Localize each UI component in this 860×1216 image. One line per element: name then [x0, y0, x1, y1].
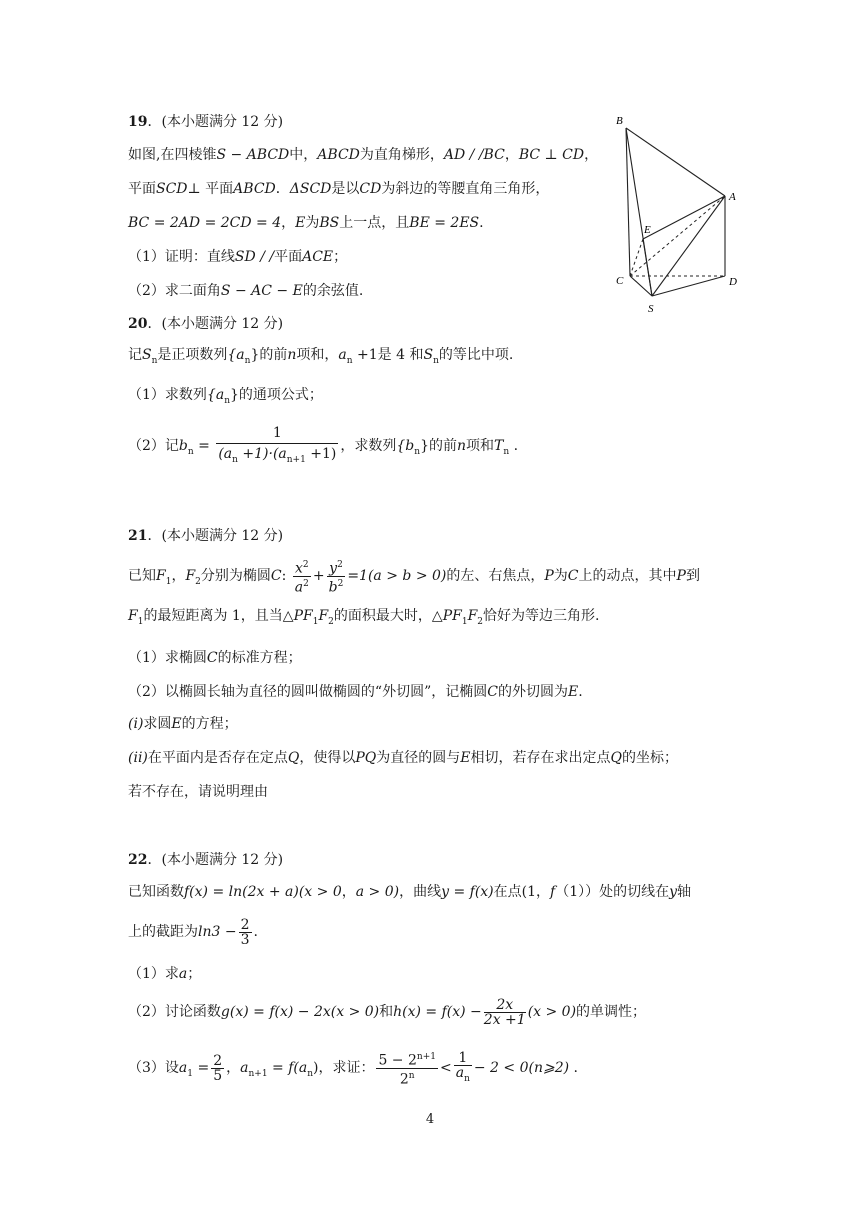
text: 在点(1， — [493, 884, 551, 900]
text: 为斜边的等腰直角三角形， — [381, 181, 550, 197]
text: 的等比中项. — [438, 347, 514, 363]
math: : — [281, 568, 287, 584]
subscript: n — [224, 395, 230, 406]
math: = — [193, 438, 210, 454]
text: . — [578, 684, 583, 700]
math: f(x) = ln(2x + a)(x > 0 — [184, 884, 342, 900]
fraction-1-an — [454, 1051, 472, 1086]
numerator: 2 — [240, 916, 250, 933]
q21-score: ．(本小题满分 12 分) — [147, 528, 284, 544]
hidden-edge-CA — [630, 196, 725, 276]
math: − 2 < 0(n⩾2) — [473, 1060, 570, 1076]
subscript: 1 — [137, 616, 144, 627]
label-A: A — [729, 191, 736, 203]
math: ) — [312, 1060, 319, 1076]
q19-part1 — [128, 247, 347, 267]
math: BC = 2AD = 2CD = 4 — [128, 215, 282, 231]
math: b — [178, 438, 188, 454]
edge-CS — [630, 276, 652, 296]
math: PF — [293, 608, 313, 624]
math: a — [178, 966, 188, 982]
math: E — [567, 684, 579, 700]
math: a — [294, 579, 304, 596]
q21-stem-line1 — [128, 556, 700, 602]
q21-part2-i — [128, 714, 238, 734]
math: 1 — [272, 424, 282, 441]
numerator — [216, 423, 338, 444]
fraction-b-n — [216, 423, 338, 470]
text: 的余弦值. — [302, 283, 364, 299]
text: （1））处的切线在 — [555, 884, 670, 900]
numerator: 2x — [484, 998, 526, 1013]
math: ACE — [302, 249, 334, 265]
subscript: 2 — [477, 616, 484, 627]
numerator: 1 — [454, 1051, 472, 1066]
math: P — [544, 568, 554, 584]
text: 的坐标； — [622, 750, 678, 766]
q19-part2 — [128, 281, 363, 301]
superscript: 2 — [337, 559, 343, 570]
math: ABCD — [233, 181, 276, 197]
math: F — [156, 568, 166, 584]
math: } — [420, 438, 429, 454]
subscript: 2 — [328, 616, 334, 627]
q22-number: 22 — [128, 852, 148, 868]
text: 恰好为等边三角形. — [483, 608, 600, 624]
math: C — [206, 650, 218, 666]
q21-heading — [128, 526, 283, 546]
q20-number: 20 — [128, 316, 148, 332]
superscript: n+1 — [416, 1051, 436, 1062]
text: ，曲线 — [399, 884, 442, 900]
math: n — [456, 438, 467, 454]
text: （1）求数列 — [128, 387, 207, 403]
subscript: n — [503, 446, 510, 457]
subscript: n — [433, 355, 439, 366]
math: y — [669, 884, 678, 900]
text: 为 — [553, 568, 568, 584]
q22-part1 — [128, 964, 201, 984]
text: 的外切圆为 — [497, 684, 568, 700]
q20-stem — [128, 345, 513, 371]
text: 已知 — [128, 568, 156, 584]
text: 上的动点，其中 — [578, 568, 677, 584]
math: +1) — [305, 445, 337, 462]
math: (a — [218, 445, 233, 462]
text: 的前 — [259, 347, 288, 363]
q21-part2 — [128, 682, 583, 702]
subscript: n — [187, 446, 194, 457]
superscript: 2 — [337, 578, 344, 589]
text: . — [479, 215, 484, 231]
math: C — [487, 684, 498, 700]
pyramid-figure — [606, 108, 756, 318]
q20-part1 — [128, 385, 323, 411]
fraction-2x — [484, 998, 526, 1027]
numerator — [327, 558, 346, 577]
q19-heading — [128, 112, 283, 132]
math: S — [142, 347, 152, 363]
math: y — [329, 560, 338, 577]
math: (ii) — [128, 750, 148, 766]
text: 的单调性； — [576, 1004, 647, 1020]
numerator — [376, 1050, 438, 1069]
denominator: 5 — [213, 1067, 223, 1084]
text: 项和， — [296, 347, 339, 363]
math: ln3 − — [198, 924, 237, 940]
math: T — [494, 438, 504, 454]
math: F — [128, 608, 138, 624]
q21-part1 — [128, 648, 302, 668]
fraction-x2-a2 — [293, 558, 311, 594]
text: 和 — [379, 1004, 394, 1020]
q22-stem-line2 — [128, 912, 258, 952]
math: PQ — [355, 750, 377, 766]
subscript: 1 — [312, 616, 319, 627]
text: 求圆 — [143, 716, 172, 732]
math: Q — [610, 750, 622, 766]
q21-stem-line2 — [128, 606, 599, 632]
math: S − AC − E — [220, 283, 303, 299]
math: AD / /BC — [443, 147, 505, 163]
text: 是 4 和 — [377, 347, 424, 363]
edge-SD — [652, 276, 725, 296]
denominator — [327, 577, 346, 595]
subscript: n — [244, 355, 251, 366]
text: ， — [281, 215, 296, 231]
q19-stem-line1 — [128, 145, 598, 165]
math: ABCD — [317, 147, 360, 163]
math: CD — [359, 181, 382, 197]
text: ，使得以 — [299, 750, 356, 766]
text: （1）求椭圆 — [128, 650, 207, 666]
text: ， — [171, 568, 186, 584]
math: E — [460, 750, 471, 766]
text: 的通项公式； — [238, 387, 323, 403]
denominator: 3 — [240, 931, 250, 948]
math: g(x) = f(x) − 2x(x > 0) — [220, 1004, 380, 1020]
text: ． — [275, 181, 290, 197]
page-number: 4 — [425, 1112, 435, 1127]
text: 平面 — [128, 181, 156, 197]
math: b — [328, 579, 338, 596]
text: . — [509, 438, 519, 454]
text: 的左、右焦点， — [446, 568, 545, 584]
text: 的方程； — [181, 716, 238, 732]
edge-SA — [652, 196, 725, 296]
math: y = f(x) — [441, 884, 494, 900]
math: SD / / — [234, 249, 275, 265]
math: < — [439, 1060, 452, 1076]
subscript: 2 — [195, 576, 201, 587]
numerator — [293, 558, 311, 577]
text: 分别为椭圆 — [200, 568, 271, 584]
q22-stem-line1 — [128, 882, 691, 902]
text: ，求数列 — [340, 438, 397, 454]
math: S — [423, 347, 434, 363]
math: (i) — [128, 716, 144, 732]
text: （2）以椭圆长轴为直径的圆叫做椭圆的“外切圆”，记椭圆 — [128, 684, 488, 700]
fraction-2-5 — [211, 1054, 224, 1083]
math: (x > 0) — [527, 1004, 577, 1020]
fraction-2-3 — [239, 918, 252, 947]
q22-heading — [128, 850, 283, 870]
math: } — [229, 387, 239, 403]
superscript: 2 — [303, 578, 309, 589]
q22-score: ．(本小题满分 12 分) — [147, 852, 284, 868]
label-S: S — [648, 303, 654, 315]
q22-part2 — [128, 992, 646, 1032]
math: Q — [287, 750, 300, 766]
text: 的面积最大时，△ — [333, 608, 443, 624]
text: ， — [584, 147, 599, 163]
q22-part3 — [128, 1048, 578, 1094]
math: S − ABCD — [216, 147, 290, 163]
math: {a — [206, 387, 225, 403]
math: C — [567, 568, 579, 584]
math: SCD — [156, 181, 188, 197]
q19-score: ．(本小题满分 12 分) — [147, 114, 284, 130]
subscript: n+1 — [248, 1068, 268, 1079]
text: （2）求二面角 — [128, 283, 221, 299]
label-D: D — [729, 276, 737, 288]
text: ， — [226, 1060, 241, 1076]
edge-BA — [626, 128, 725, 196]
q20-heading — [128, 314, 283, 334]
text: ， — [341, 884, 356, 900]
denominator — [216, 444, 338, 470]
math: } — [250, 347, 260, 363]
text: 的前 — [428, 438, 457, 454]
q19-number: 19 — [128, 114, 148, 130]
text: ， — [504, 147, 519, 163]
math: ΔSCD — [289, 181, 332, 197]
math: 2 — [399, 1071, 409, 1088]
subscript: n — [307, 1068, 313, 1079]
math: a — [455, 1064, 465, 1081]
math: +1)·(a — [237, 445, 287, 462]
math: BS — [319, 215, 340, 231]
subscript: n — [346, 355, 353, 366]
text: ； — [333, 249, 348, 265]
denominator — [293, 577, 311, 595]
text: 已知函数 — [128, 884, 184, 900]
q20-part2 — [128, 422, 518, 476]
math: BE = 2ES — [409, 215, 480, 231]
math: a — [178, 1060, 188, 1076]
text: （1）求 — [128, 966, 179, 982]
math: = — [193, 1060, 210, 1076]
math: {b — [396, 438, 415, 454]
subscript: 1 — [187, 1068, 194, 1079]
text: 的标准方程； — [217, 650, 302, 666]
superscript: n — [408, 1070, 415, 1081]
text: 为直径的圆与 — [376, 750, 461, 766]
math: x — [295, 560, 303, 577]
math: f — [550, 884, 556, 900]
text: 上的截距为 — [128, 924, 198, 940]
math: a — [240, 1060, 249, 1076]
text: 为 — [305, 215, 320, 231]
math: F — [318, 608, 329, 624]
text: 项和 — [466, 438, 495, 454]
text: ； — [187, 966, 202, 982]
math: F — [185, 568, 196, 584]
math: {a — [227, 347, 245, 363]
math: + — [312, 568, 325, 584]
text: （2）记 — [128, 438, 179, 454]
text: 相切，若存在求出定点 — [470, 750, 611, 766]
label-B: B — [616, 115, 623, 127]
text: . — [253, 924, 258, 940]
label-E: E — [644, 224, 651, 236]
text: 中， — [289, 147, 318, 163]
subscript: 1 — [461, 616, 468, 627]
q21-part2-ii — [128, 748, 678, 768]
numerator: 2 — [213, 1052, 223, 1069]
subscript: n — [414, 446, 421, 457]
math: =1(a > b > 0) — [347, 568, 447, 584]
text: 是以 — [331, 181, 360, 197]
subscript: n+1 — [286, 454, 306, 465]
edge-EA — [643, 196, 725, 239]
text: 的最短距离为 1，且当△ — [143, 608, 294, 624]
edge-ES — [643, 239, 652, 296]
q21-number: 21 — [128, 528, 148, 544]
math: a > 0) — [355, 884, 400, 900]
text: 记 — [128, 347, 142, 363]
q20-score: ．(本小题满分 12 分) — [147, 316, 284, 332]
math: E — [295, 215, 306, 231]
math: n — [287, 347, 297, 363]
text: 如图,在四棱锥 — [128, 147, 217, 163]
subscript: 1 — [165, 576, 172, 587]
q19-stem-line2 — [128, 179, 549, 199]
fraction-5-2n — [376, 1050, 438, 1086]
text: ⊥ 平面 — [187, 181, 234, 197]
math: h(x) = f(x) − — [393, 1004, 482, 1020]
text: 轴 — [677, 884, 692, 900]
text: 是正项数列 — [157, 347, 228, 363]
text: 到 — [685, 568, 700, 584]
math: PF — [442, 608, 462, 624]
subscript: n — [151, 355, 158, 366]
text: （2）讨论函数 — [128, 1004, 221, 1020]
text: 平面 — [274, 249, 303, 265]
fraction-y2-b2 — [327, 558, 346, 594]
denominator: 2x +1 — [483, 1011, 526, 1028]
text: 为直角梯形， — [359, 147, 444, 163]
text: （1）证明：直线 — [128, 249, 235, 265]
math: a — [338, 347, 347, 363]
label-C: C — [616, 275, 624, 287]
text: . — [569, 1060, 578, 1076]
denominator — [454, 1066, 472, 1086]
denominator — [376, 1069, 438, 1087]
text: ，求证： — [318, 1060, 375, 1076]
text: 在平面内是否存在定点 — [147, 750, 288, 766]
superscript: 2 — [302, 559, 309, 570]
text: 上一点，且 — [339, 215, 410, 231]
math: BC ⊥ CD — [518, 147, 585, 163]
math: P — [676, 568, 686, 584]
math: F — [467, 608, 478, 624]
math: C — [270, 568, 282, 584]
q21-part2-ii-cont: 若不存在，请说明理由 — [128, 784, 268, 800]
text: （3）设 — [128, 1060, 179, 1076]
subscript: n — [232, 454, 238, 465]
math: +1 — [352, 347, 378, 363]
math: E — [171, 716, 182, 732]
subscript: n — [464, 1073, 470, 1084]
q19-stem-line3 — [128, 213, 484, 233]
math: = f(a — [267, 1060, 308, 1076]
math: 5 − 2 — [378, 1052, 417, 1069]
